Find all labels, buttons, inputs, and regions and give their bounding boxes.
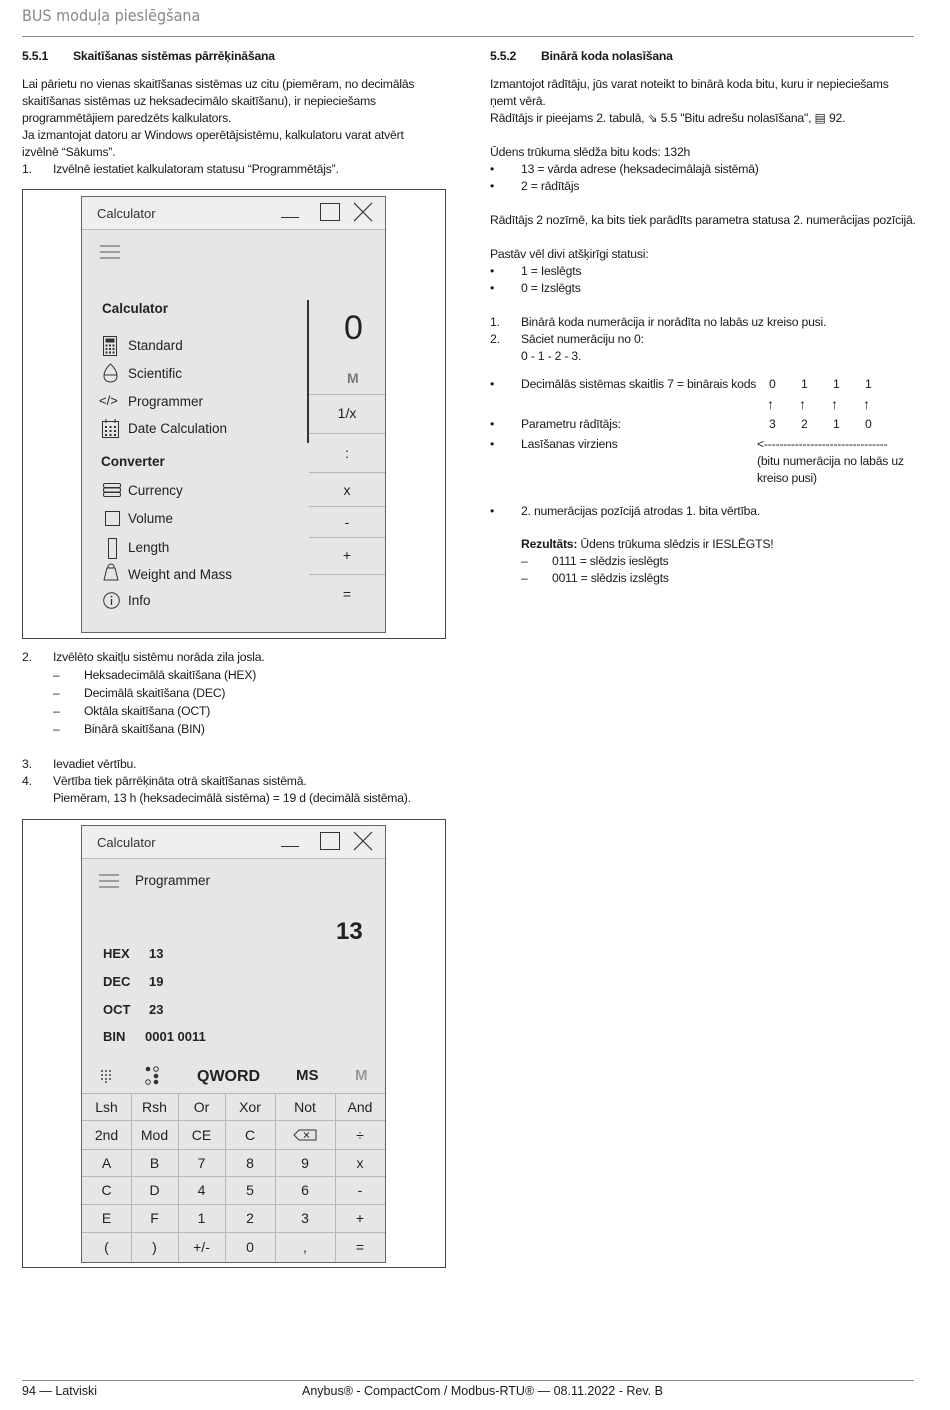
memory-store-button[interactable]: MS	[296, 1067, 319, 1084]
scientific-icon	[103, 363, 118, 383]
result-item	[490, 553, 920, 570]
word-size-button[interactable]: QWORD	[197, 1068, 261, 1085]
key-f[interactable]: F	[150, 1210, 159, 1226]
meaning-line: Rādītājs 2 nozīmē, ka bits tiek parādīts parametra statusa 2. numerācijas pozīcijā.	[490, 213, 916, 227]
key-rsh[interactable]: Rsh	[142, 1098, 167, 1115]
left-column	[22, 48, 462, 178]
key-open-paren[interactable]: (	[104, 1239, 109, 1255]
key-mod[interactable]: Mod	[140, 1126, 169, 1143]
bullet-text: 13 = vārda adrese (heksadecimālajā sistēmā)	[521, 162, 759, 176]
up-arrow-icon: ↑	[863, 396, 870, 412]
numbered-item	[490, 348, 920, 365]
key-negate[interactable]: +/-	[193, 1239, 210, 1255]
keypad-divider	[178, 1093, 179, 1262]
footer-rule	[22, 1380, 914, 1381]
window-title: Calculator	[97, 835, 156, 850]
key-decimal[interactable]: ,	[303, 1239, 307, 1255]
step-1	[22, 161, 462, 178]
keypad-divider	[335, 1093, 336, 1262]
maximize-icon[interactable]	[320, 203, 340, 221]
up-arrow-icon: ↑	[831, 396, 838, 412]
bit-value: 1	[833, 377, 840, 391]
intro-line: ņemt vērā.	[490, 94, 546, 108]
base-value-bin: 0001 0011	[145, 1029, 206, 1044]
param-value: 1	[833, 417, 840, 431]
hamburger-menu-icon[interactable]	[100, 245, 120, 259]
decimal-row	[490, 376, 920, 393]
sequence-text: 0 - 1 - 2 - 3.	[521, 349, 582, 363]
footer-page: 94 — Latviski	[22, 1384, 98, 1398]
result-on: 0111 = slēdzis ieslēgts	[552, 554, 669, 568]
date-calendar-icon	[102, 419, 119, 438]
intro-line: skaitīšanas sistēmas uz heksadecimālo skaitīšanu), ir nepieciešams	[22, 94, 376, 108]
key-backspace[interactable]	[275, 1120, 335, 1149]
bullet: •	[490, 179, 495, 193]
key-equals[interactable]: =	[355, 1239, 365, 1255]
menu-item-length[interactable]: Length	[128, 540, 170, 555]
direction-arrow: <--------------------------------	[757, 437, 888, 451]
dash: –	[53, 722, 60, 736]
dash: –	[53, 704, 60, 718]
step-text: Izvēlnē iestatiet kalkulatoram statusu “Programmētājs”.	[53, 162, 339, 176]
running-header: BUS moduļa pieslēgšana	[22, 6, 201, 25]
section-number: 5.5.2	[490, 49, 517, 63]
base-label-dec[interactable]: DEC	[103, 974, 131, 989]
system-hex: Heksadecimālā skaitīšana (HEX)	[84, 668, 257, 682]
status-intro: Pastāv vēl divi atšķirīgi statusi:	[490, 247, 649, 261]
result-block	[490, 503, 920, 587]
intro-line: izvēlnē “Sākums”.	[22, 145, 116, 159]
equals-key[interactable]: =	[342, 586, 352, 602]
menu-item-scientific[interactable]: Scientific	[128, 366, 183, 381]
param-row	[490, 416, 750, 433]
key-and[interactable]: And	[347, 1098, 373, 1115]
step-text: Ievadiet vērtību.	[53, 757, 137, 771]
direction-note: kreiso pusi)	[757, 471, 817, 485]
step-text: Piemēram, 13 h (heksadecimālā sistēma) = 19 d (decimālā sistēma).	[53, 791, 411, 805]
key-or[interactable]: Or	[193, 1098, 210, 1115]
direction-block	[757, 436, 917, 487]
key-eight[interactable]: 8	[246, 1154, 254, 1171]
info-icon	[103, 592, 120, 609]
base-value-oct: 23	[149, 1002, 164, 1017]
intro-line: Rādītājs ir pieejams 2. tabulā, ⇘ 5.5 "Bitu adrešu nolasīšana", ▤ 92.	[490, 111, 846, 125]
key-minus[interactable]: -	[357, 1182, 363, 1198]
key-nine[interactable]: 9	[301, 1154, 309, 1171]
base-value-hex: 13	[149, 946, 164, 961]
minimize-icon[interactable]	[281, 217, 299, 218]
intro-line: Ja izmantojat datoru ar Windows operētājsistēmu, kalkulatoru varat atvērt	[22, 128, 404, 142]
bullet: •	[490, 437, 495, 451]
plus-key[interactable]: +	[342, 547, 352, 563]
step-number: 1.	[490, 315, 500, 329]
step-text: Binārā koda numerācija ir norādīta no labās uz kreiso pusi.	[521, 315, 827, 329]
bit-value: 1	[865, 377, 872, 391]
system-item	[22, 721, 462, 738]
step-text: Izvēlēto skaitļu sistēmu norāda zila josla.	[53, 650, 265, 664]
system-item	[22, 685, 462, 702]
code-line: Ūdens trūkuma slēdža bitu kods: 132h	[490, 145, 691, 159]
base-value-dec: 19	[149, 974, 164, 989]
minimize-icon[interactable]	[281, 846, 299, 847]
key-lsh[interactable]: Lsh	[95, 1098, 118, 1115]
menu-item-info[interactable]: Info	[128, 593, 151, 608]
reciprocal-key[interactable]: 1/x	[337, 405, 357, 421]
key-seven[interactable]: 7	[197, 1154, 206, 1171]
step-number: 2.	[22, 650, 32, 664]
dash: –	[521, 554, 528, 568]
section-title: Binārā koda nolasīšana	[541, 49, 673, 63]
key-b[interactable]: B	[149, 1154, 160, 1171]
step-text: Sāciet numerāciju no 0:	[521, 332, 644, 346]
footer-center: Anybus® - CompactCom / Modbus-RTU® — 08.11.2022 - Rev. B	[302, 1384, 663, 1398]
hamburger-menu-icon[interactable]	[99, 874, 119, 888]
calculator-programmer-window	[81, 825, 386, 1263]
standard-icon	[103, 336, 117, 356]
system-item	[22, 667, 462, 684]
right-column	[490, 48, 920, 365]
key-e[interactable]: E	[101, 1210, 112, 1226]
bullet: •	[490, 162, 495, 176]
bullet-item	[490, 178, 920, 195]
menu-item-currency[interactable]: Currency	[128, 483, 183, 498]
programmer-icon: </>	[99, 393, 118, 408]
key-divide[interactable]: ÷	[356, 1126, 364, 1143]
key-two[interactable]: 2	[246, 1210, 254, 1226]
result-line	[490, 536, 920, 553]
bullet: •	[490, 264, 495, 278]
bullet-item	[490, 503, 920, 520]
key-c-hex[interactable]: C	[101, 1182, 112, 1198]
result-item	[490, 570, 920, 587]
section-title: Skaitīšanas sistēmas pārrēķināšana	[73, 49, 275, 63]
bullet-item	[490, 280, 920, 297]
base-label-hex[interactable]: HEX	[103, 946, 130, 961]
dash: –	[53, 686, 60, 700]
step-number: 3.	[22, 757, 32, 771]
menu-item-volume[interactable]: Volume	[128, 511, 174, 526]
keypad-divider	[131, 1093, 132, 1262]
bullet: •	[490, 504, 495, 518]
bullet-text: 0 = Izslēgts	[521, 281, 581, 295]
currency-icon	[103, 483, 121, 497]
minus-key[interactable]: -	[344, 514, 350, 530]
up-arrow-icon: ↑	[799, 396, 806, 412]
key-close-paren[interactable]: )	[152, 1239, 157, 1255]
step-3	[22, 756, 462, 773]
multiply-key[interactable]: x	[343, 482, 351, 498]
param-label-row	[490, 416, 750, 433]
bullet: •	[490, 377, 495, 391]
key-one[interactable]: 1	[197, 1210, 206, 1226]
close-icon[interactable]	[353, 831, 373, 851]
base-label-bin[interactable]: BIN	[103, 1029, 126, 1044]
key-five[interactable]: 5	[246, 1182, 254, 1198]
param-value: 2	[801, 417, 808, 431]
key-plus[interactable]: +	[355, 1210, 365, 1226]
step-2	[22, 649, 462, 666]
bit-value: 0	[769, 377, 776, 391]
param-value: 0	[865, 417, 872, 431]
key-ce[interactable]: CE	[191, 1126, 212, 1143]
memory-indicator: M	[347, 370, 359, 386]
system-item	[22, 703, 462, 720]
bullet-text: 1 = Ieslēgts	[521, 264, 582, 278]
intro-line: Lai pārietu no vienas skaitīšanas sistēmas uz citu (piemēram, no decimālās	[22, 77, 415, 91]
system-oct: Oktāla skaitīšana (OCT)	[84, 704, 211, 718]
step-text: Vērtība tiek pārrēķināta otrā skaitīšanas sistēmā.	[53, 774, 307, 788]
bit-table	[490, 376, 920, 393]
key-a[interactable]: A	[101, 1154, 112, 1171]
step-4-example	[22, 790, 462, 807]
param-value: 3	[769, 417, 776, 431]
menu-heading-calculator: Calculator	[102, 301, 169, 316]
keypad-divider	[275, 1093, 276, 1262]
display-value: 13	[336, 918, 363, 945]
left-steps-2	[22, 649, 462, 807]
intro-line: Izmantojot rādītāju, jūs varat noteikt to binārā koda bitu, kuru ir nepieciešams	[490, 77, 889, 91]
backspace-icon	[293, 1129, 317, 1141]
key-four[interactable]: 4	[197, 1182, 206, 1198]
key-six[interactable]: 6	[301, 1182, 309, 1198]
menu-heading-converter: Converter	[101, 454, 165, 469]
bullet-item	[490, 161, 920, 178]
step-number: 2.	[490, 332, 500, 346]
position-line: 2. numerācijas pozīcijā atrodas 1. bita vērtība.	[521, 504, 761, 518]
decimal-label: Decimālās sistēmas skaitlis 7 = binārais kods	[521, 377, 757, 391]
direction-note: (bitu numerācija no labās uz	[757, 454, 904, 468]
key-zero[interactable]: 0	[246, 1239, 254, 1255]
header-rule	[22, 36, 914, 37]
bullet-text: 2 = rādītājs	[521, 179, 580, 193]
section-heading-551	[22, 48, 462, 65]
key-c[interactable]: C	[244, 1126, 256, 1143]
numbered-item	[490, 331, 920, 348]
intro-line: programmētājiem paredzēts kalkulators.	[22, 111, 232, 125]
result-label: Rezultāts:	[521, 537, 578, 551]
menu-item-weight-and-mass[interactable]: Weight and Mass	[128, 567, 233, 582]
direction-label-row	[490, 436, 750, 453]
key-multiply[interactable]: x	[356, 1154, 364, 1171]
result-off: 0011 = slēdzis izslēgts	[552, 571, 669, 585]
bit-toggle-icon[interactable]	[145, 1066, 161, 1086]
direction-label: Lasīšanas virziens	[521, 437, 618, 451]
key-not[interactable]: Not	[294, 1098, 316, 1115]
key-second[interactable]: 2nd	[94, 1126, 119, 1143]
system-dec: Decimālā skaitīšana (DEC)	[84, 686, 226, 700]
window-title: Calculator	[97, 206, 156, 221]
key-three[interactable]: 3	[301, 1210, 309, 1226]
bullet: •	[490, 417, 495, 431]
base-label-oct[interactable]: OCT	[103, 1002, 131, 1017]
numbered-item	[490, 314, 920, 331]
weight-icon	[103, 563, 119, 581]
memory-button[interactable]: M	[355, 1067, 368, 1084]
section-heading-552	[490, 48, 920, 65]
mode-title: Programmer	[135, 873, 211, 888]
length-ruler-icon	[108, 538, 117, 559]
direction-row	[490, 436, 750, 453]
close-icon[interactable]	[353, 202, 373, 222]
dash: –	[53, 668, 60, 682]
volume-icon	[105, 511, 120, 526]
section-number: 5.5.1	[22, 49, 49, 63]
bullet: •	[490, 281, 495, 295]
param-label: Parametru rādītājs:	[521, 417, 621, 431]
step-4	[22, 773, 462, 790]
keypad-divider	[225, 1093, 226, 1262]
display-value: 0	[344, 309, 363, 347]
menu-item-standard[interactable]: Standard	[128, 338, 183, 353]
key-xor[interactable]: Xor	[239, 1098, 261, 1115]
maximize-icon[interactable]	[320, 832, 340, 850]
keypad-icon[interactable]	[100, 1069, 112, 1083]
key-d[interactable]: D	[149, 1182, 160, 1198]
result-text: Ūdens trūkuma slēdzis ir IESLĒGTS!	[577, 537, 774, 551]
step-number: 4.	[22, 774, 32, 788]
step-number: 1.	[22, 162, 32, 176]
system-bin: Binārā skaitīšana (BIN)	[84, 722, 205, 736]
calculator-menu-window	[81, 196, 386, 633]
bullet-item	[490, 263, 920, 280]
menu-item-date-calculation[interactable]: Date Calculation	[128, 421, 228, 436]
bit-value: 1	[801, 377, 808, 391]
up-arrow-icon: ↑	[767, 396, 774, 412]
divide-key[interactable]: :	[345, 445, 349, 461]
dash: –	[521, 571, 528, 585]
menu-item-programmer[interactable]: Programmer	[128, 394, 204, 409]
